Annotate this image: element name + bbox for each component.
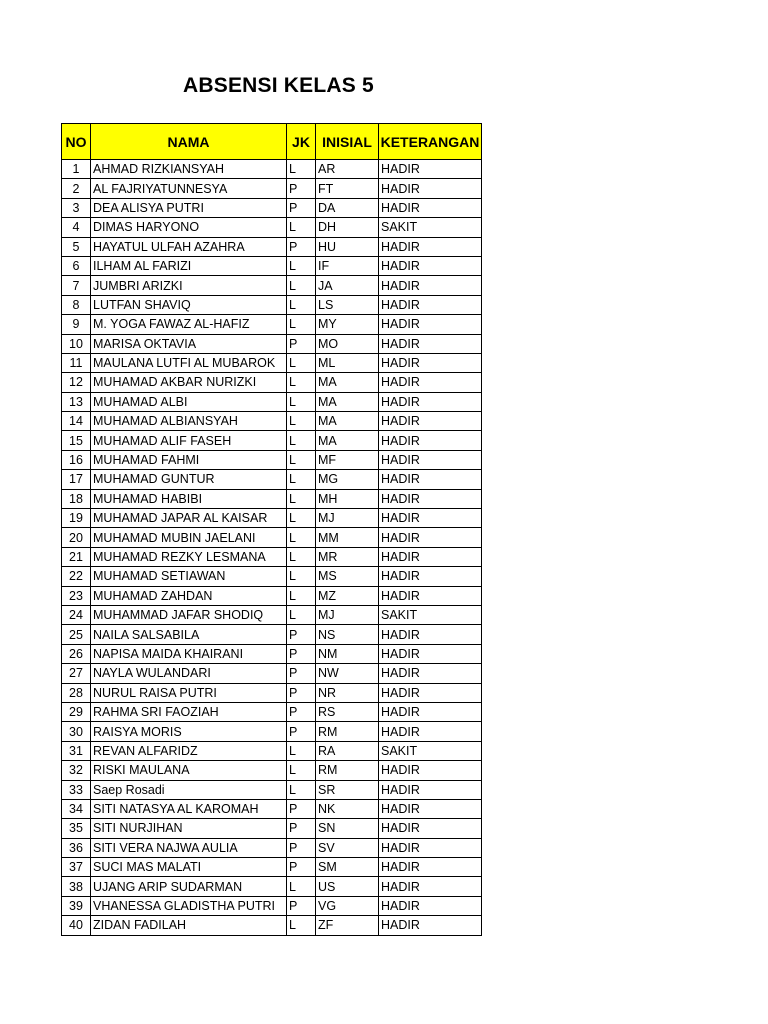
cell-nama: ILHAM AL FARIZI — [91, 256, 287, 275]
cell-inisial: MM — [316, 528, 379, 547]
cell-jk: L — [287, 877, 316, 896]
table-row — [62, 237, 482, 256]
cell-nama: MUHAMAD GUNTUR — [91, 470, 287, 489]
table-row — [62, 489, 482, 508]
cell-inisial: RM — [316, 722, 379, 741]
table-row — [62, 605, 482, 624]
cell-jk: L — [287, 353, 316, 372]
cell-keterangan: HADIR — [379, 276, 482, 295]
cell-nama: HAYATUL ULFAH AZAHRA — [91, 237, 287, 256]
cell-nama: DEA ALISYA PUTRI — [91, 198, 287, 217]
attendance-table — [61, 123, 482, 936]
table-row — [62, 276, 482, 295]
cell-nama: SUCI MAS MALATI — [91, 858, 287, 877]
cell-keterangan: HADIR — [379, 722, 482, 741]
cell-keterangan: HADIR — [379, 683, 482, 702]
cell-keterangan: HADIR — [379, 916, 482, 935]
cell-jk: L — [287, 470, 316, 489]
cell-inisial: VG — [316, 896, 379, 915]
table-row — [62, 838, 482, 857]
cell-inisial: MG — [316, 470, 379, 489]
cell-jk: L — [287, 509, 316, 528]
cell-keterangan: HADIR — [379, 702, 482, 721]
cell-nama: MARISA OKTAVIA — [91, 334, 287, 353]
cell-no: 38 — [62, 877, 91, 896]
table-row — [62, 664, 482, 683]
cell-nama: MUHAMAD ZAHDAN — [91, 586, 287, 605]
cell-keterangan: HADIR — [379, 644, 482, 663]
cell-no: 1 — [62, 160, 91, 179]
cell-nama: MUHAMAD AKBAR NURIZKI — [91, 373, 287, 392]
cell-keterangan: HADIR — [379, 412, 482, 431]
cell-keterangan: HADIR — [379, 373, 482, 392]
table-row — [62, 780, 482, 799]
cell-jk: L — [287, 761, 316, 780]
cell-nama: SITI VERA NAJWA AULIA — [91, 838, 287, 857]
cell-jk: P — [287, 819, 316, 838]
cell-inisial: NS — [316, 625, 379, 644]
cell-no: 28 — [62, 683, 91, 702]
cell-inisial: JA — [316, 276, 379, 295]
cell-jk: L — [287, 567, 316, 586]
table-row — [62, 916, 482, 935]
cell-keterangan: HADIR — [379, 761, 482, 780]
cell-no: 26 — [62, 644, 91, 663]
cell-jk: L — [287, 276, 316, 295]
cell-inisial: NM — [316, 644, 379, 663]
cell-no: 32 — [62, 761, 91, 780]
table-row — [62, 315, 482, 334]
table-row — [62, 877, 482, 896]
cell-no: 18 — [62, 489, 91, 508]
cell-keterangan: HADIR — [379, 528, 482, 547]
cell-no: 3 — [62, 198, 91, 217]
cell-keterangan: HADIR — [379, 431, 482, 450]
cell-keterangan: HADIR — [379, 586, 482, 605]
table-row — [62, 702, 482, 721]
cell-jk: L — [287, 586, 316, 605]
cell-no: 31 — [62, 741, 91, 760]
cell-keterangan: HADIR — [379, 780, 482, 799]
cell-inisial: MR — [316, 547, 379, 566]
cell-jk: L — [287, 450, 316, 469]
cell-inisial: MY — [316, 315, 379, 334]
cell-jk: P — [287, 198, 316, 217]
cell-no: 12 — [62, 373, 91, 392]
cell-jk: P — [287, 838, 316, 857]
cell-nama: Saep Rosadi — [91, 780, 287, 799]
cell-keterangan: HADIR — [379, 470, 482, 489]
cell-keterangan: HADIR — [379, 198, 482, 217]
cell-keterangan: HADIR — [379, 334, 482, 353]
cell-jk: P — [287, 896, 316, 915]
cell-nama: VHANESSA GLADISTHA PUTRI — [91, 896, 287, 915]
cell-no: 37 — [62, 858, 91, 877]
cell-jk: L — [287, 489, 316, 508]
cell-no: 16 — [62, 450, 91, 469]
cell-inisial: RS — [316, 702, 379, 721]
cell-keterangan: HADIR — [379, 547, 482, 566]
cell-keterangan: HADIR — [379, 799, 482, 818]
cell-inisial: SM — [316, 858, 379, 877]
cell-no: 22 — [62, 567, 91, 586]
cell-inisial: ML — [316, 353, 379, 372]
cell-nama: NURUL RAISA PUTRI — [91, 683, 287, 702]
table-row — [62, 373, 482, 392]
cell-no: 8 — [62, 295, 91, 314]
cell-no: 30 — [62, 722, 91, 741]
cell-jk: L — [287, 741, 316, 760]
cell-inisial: MO — [316, 334, 379, 353]
cell-nama: SITI NURJIHAN — [91, 819, 287, 838]
cell-no: 35 — [62, 819, 91, 838]
cell-jk: P — [287, 179, 316, 198]
cell-inisial: RA — [316, 741, 379, 760]
header-jk: JK — [287, 124, 316, 160]
cell-no: 33 — [62, 780, 91, 799]
cell-jk: L — [287, 605, 316, 624]
cell-keterangan: HADIR — [379, 664, 482, 683]
cell-jk: P — [287, 644, 316, 663]
cell-nama: SITI NATASYA AL KAROMAH — [91, 799, 287, 818]
cell-inisial: MJ — [316, 509, 379, 528]
cell-no: 34 — [62, 799, 91, 818]
table-row — [62, 450, 482, 469]
cell-jk: L — [287, 528, 316, 547]
table-row — [62, 509, 482, 528]
cell-inisial: RM — [316, 761, 379, 780]
cell-nama: MAULANA LUTFI AL MUBAROK — [91, 353, 287, 372]
cell-no: 19 — [62, 509, 91, 528]
table-row — [62, 179, 482, 198]
table-row — [62, 392, 482, 411]
cell-jk: P — [287, 237, 316, 256]
table-row — [62, 586, 482, 605]
table-row — [62, 334, 482, 353]
cell-inisial: MA — [316, 412, 379, 431]
cell-jk: P — [287, 722, 316, 741]
cell-inisial: HU — [316, 237, 379, 256]
table-row — [62, 799, 482, 818]
cell-nama: NAPISA MAIDA KHAIRANI — [91, 644, 287, 663]
cell-keterangan: HADIR — [379, 179, 482, 198]
cell-keterangan: HADIR — [379, 509, 482, 528]
cell-no: 36 — [62, 838, 91, 857]
cell-nama: MUHAMAD REZKY LESMANA — [91, 547, 287, 566]
cell-jk: L — [287, 392, 316, 411]
table-row — [62, 761, 482, 780]
table-row — [62, 547, 482, 566]
cell-nama: MUHAMAD ALIF FASEH — [91, 431, 287, 450]
cell-inisial: DA — [316, 198, 379, 217]
cell-no: 4 — [62, 218, 91, 237]
cell-no: 40 — [62, 916, 91, 935]
table-row — [62, 567, 482, 586]
cell-inisial: MA — [316, 373, 379, 392]
header-keterangan: KETERANGAN — [379, 124, 482, 160]
cell-jk: L — [287, 218, 316, 237]
cell-jk: P — [287, 625, 316, 644]
cell-keterangan: HADIR — [379, 160, 482, 179]
cell-keterangan: HADIR — [379, 489, 482, 508]
header-nama: NAMA — [91, 124, 287, 160]
cell-no: 15 — [62, 431, 91, 450]
table-row — [62, 218, 482, 237]
cell-nama: MUHAMAD JAPAR AL KAISAR — [91, 509, 287, 528]
cell-keterangan: HADIR — [379, 315, 482, 334]
cell-inisial: MA — [316, 431, 379, 450]
cell-nama: MUHAMAD HABIBI — [91, 489, 287, 508]
cell-no: 24 — [62, 605, 91, 624]
cell-jk: L — [287, 780, 316, 799]
cell-keterangan: HADIR — [379, 256, 482, 275]
cell-no: 5 — [62, 237, 91, 256]
cell-nama: MUHAMAD FAHMI — [91, 450, 287, 469]
cell-keterangan: HADIR — [379, 838, 482, 857]
table-row — [62, 683, 482, 702]
table-header — [62, 124, 482, 160]
table-row — [62, 528, 482, 547]
cell-keterangan: HADIR — [379, 877, 482, 896]
cell-keterangan: HADIR — [379, 392, 482, 411]
table-row — [62, 160, 482, 179]
cell-inisial: MZ — [316, 586, 379, 605]
table-row — [62, 470, 482, 489]
cell-inisial: SV — [316, 838, 379, 857]
cell-nama: MUHAMAD ALBI — [91, 392, 287, 411]
cell-inisial: US — [316, 877, 379, 896]
cell-nama: RISKI MAULANA — [91, 761, 287, 780]
table-row — [62, 722, 482, 741]
table-row — [62, 858, 482, 877]
cell-nama: UJANG ARIP SUDARMAN — [91, 877, 287, 896]
cell-jk: P — [287, 702, 316, 721]
cell-inisial: MH — [316, 489, 379, 508]
cell-keterangan: HADIR — [379, 295, 482, 314]
cell-nama: REVAN ALFARIDZ — [91, 741, 287, 760]
cell-no: 11 — [62, 353, 91, 372]
cell-nama: AHMAD RIZKIANSYAH — [91, 160, 287, 179]
cell-inisial: MS — [316, 567, 379, 586]
cell-no: 9 — [62, 315, 91, 334]
cell-no: 23 — [62, 586, 91, 605]
cell-jk: P — [287, 664, 316, 683]
cell-keterangan: SAKIT — [379, 605, 482, 624]
cell-keterangan: SAKIT — [379, 741, 482, 760]
cell-jk: L — [287, 295, 316, 314]
cell-keterangan: HADIR — [379, 237, 482, 256]
cell-no: 13 — [62, 392, 91, 411]
table-row — [62, 412, 482, 431]
cell-nama: MUHAMAD MUBIN JAELANI — [91, 528, 287, 547]
cell-keterangan: HADIR — [379, 858, 482, 877]
cell-inisial: IF — [316, 256, 379, 275]
cell-jk: L — [287, 547, 316, 566]
cell-keterangan: HADIR — [379, 625, 482, 644]
cell-nama: MUHAMAD SETIAWAN — [91, 567, 287, 586]
table-row — [62, 644, 482, 663]
cell-inisial: ZF — [316, 916, 379, 935]
cell-no: 6 — [62, 256, 91, 275]
cell-no: 39 — [62, 896, 91, 915]
cell-jk: P — [287, 683, 316, 702]
cell-nama: M. YOGA FAWAZ AL-HAFIZ — [91, 315, 287, 334]
cell-no: 2 — [62, 179, 91, 198]
cell-nama: JUMBRI ARIZKI — [91, 276, 287, 295]
cell-inisial: MA — [316, 392, 379, 411]
cell-keterangan: HADIR — [379, 567, 482, 586]
cell-no: 10 — [62, 334, 91, 353]
header-no: NO — [62, 124, 91, 160]
table-row — [62, 353, 482, 372]
cell-jk: L — [287, 373, 316, 392]
cell-no: 29 — [62, 702, 91, 721]
cell-keterangan: HADIR — [379, 353, 482, 372]
cell-nama: RAHMA SRI FAOZIAH — [91, 702, 287, 721]
cell-inisial: SN — [316, 819, 379, 838]
header-row — [62, 124, 482, 160]
cell-inisial: FT — [316, 179, 379, 198]
cell-inisial: AR — [316, 160, 379, 179]
cell-jk: L — [287, 412, 316, 431]
cell-inisial: MJ — [316, 605, 379, 624]
cell-nama: AL FAJRIYATUNNESYA — [91, 179, 287, 198]
cell-keterangan: HADIR — [379, 819, 482, 838]
cell-nama: MUHAMMAD JAFAR SHODIQ — [91, 605, 287, 624]
cell-nama: ZIDAN FADILAH — [91, 916, 287, 935]
cell-nama: RAISYA MORIS — [91, 722, 287, 741]
cell-keterangan: HADIR — [379, 896, 482, 915]
cell-jk: P — [287, 858, 316, 877]
table-row — [62, 198, 482, 217]
cell-no: 14 — [62, 412, 91, 431]
cell-inisial: LS — [316, 295, 379, 314]
table-row — [62, 295, 482, 314]
table-row — [62, 431, 482, 450]
cell-jk: P — [287, 334, 316, 353]
cell-jk: L — [287, 256, 316, 275]
cell-inisial: SR — [316, 780, 379, 799]
header-inisial: INISIAL — [316, 124, 379, 160]
cell-inisial: NK — [316, 799, 379, 818]
cell-jk: L — [287, 916, 316, 935]
cell-jk: L — [287, 431, 316, 450]
cell-nama: MUHAMAD ALBIANSYAH — [91, 412, 287, 431]
cell-no: 25 — [62, 625, 91, 644]
cell-keterangan: HADIR — [379, 450, 482, 469]
table-row — [62, 896, 482, 915]
cell-no: 20 — [62, 528, 91, 547]
cell-inisial: NR — [316, 683, 379, 702]
cell-keterangan: SAKIT — [379, 218, 482, 237]
cell-inisial: DH — [316, 218, 379, 237]
table-row — [62, 625, 482, 644]
cell-jk: P — [287, 799, 316, 818]
table-row — [62, 741, 482, 760]
cell-nama: NAILA SALSABILA — [91, 625, 287, 644]
cell-inisial: MF — [316, 450, 379, 469]
table-row — [62, 256, 482, 275]
cell-inisial: NW — [316, 664, 379, 683]
cell-no: 27 — [62, 664, 91, 683]
cell-no: 7 — [62, 276, 91, 295]
cell-jk: L — [287, 160, 316, 179]
cell-nama: LUTFAN SHAVIQ — [91, 295, 287, 314]
cell-no: 21 — [62, 547, 91, 566]
cell-jk: L — [287, 315, 316, 334]
page-title: ABSENSI KELAS 5 — [183, 74, 374, 97]
cell-nama: NAYLA WULANDARI — [91, 664, 287, 683]
cell-nama: DIMAS HARYONO — [91, 218, 287, 237]
table-body — [62, 160, 482, 936]
cell-no: 17 — [62, 470, 91, 489]
table-row — [62, 819, 482, 838]
